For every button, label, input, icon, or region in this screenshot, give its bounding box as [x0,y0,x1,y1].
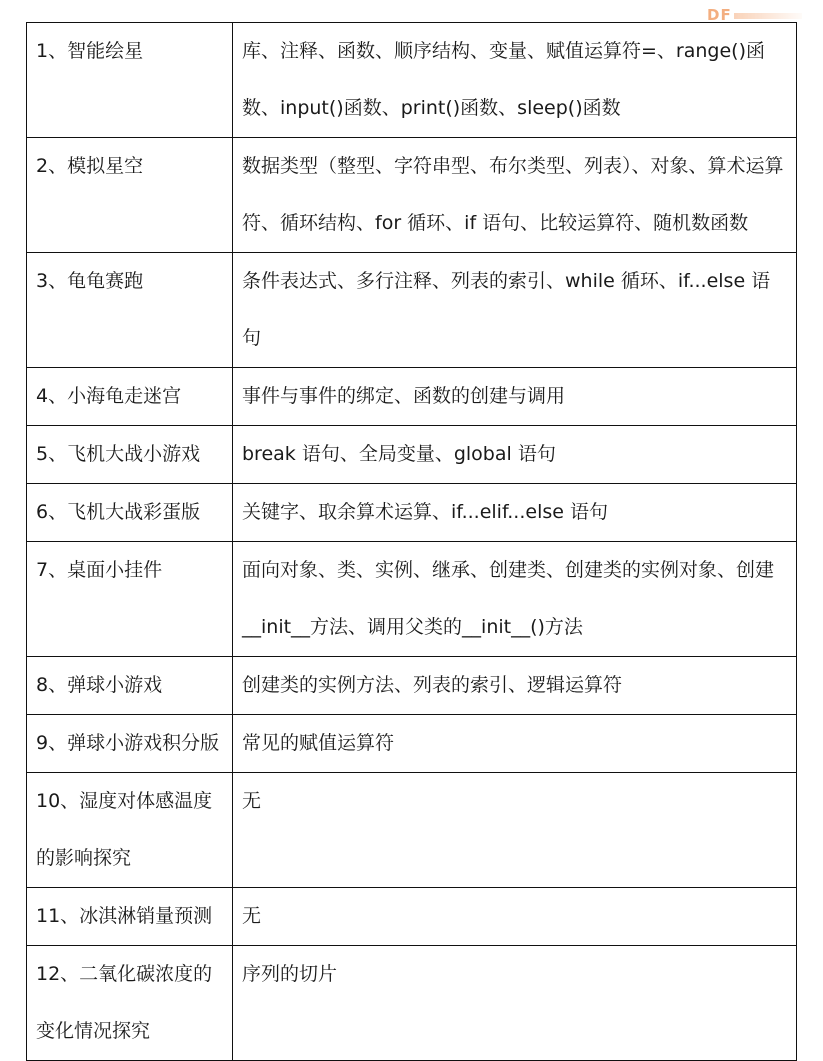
project-name: 12、二氧化碳浓度的变化情况探究 [36,963,213,1042]
project-cell [27,426,233,484]
project-name: 11、冰淇淋销量预测 [36,905,213,927]
watermark-text: DF [707,6,732,24]
project-cell [27,773,233,888]
table-row [27,715,797,773]
project-cell [27,715,233,773]
project-name: 8、弹球小游戏 [36,674,163,696]
table-row [27,426,797,484]
table-row [27,253,797,368]
knowledge-points: 库、注释、函数、顺序结构、变量、赋值运算符=、range()函数、input()函数、print()函数、sleep()函数 [242,40,765,119]
project-name: 4、小海龟走迷宫 [36,385,182,407]
project-knowledge-table [26,22,797,1061]
table-row [27,946,797,1061]
project-cell [27,138,233,253]
project-name: 1、智能绘星 [36,40,144,62]
knowledge-cell [233,888,797,946]
project-name: 10、湿度对体感温度的影响探究 [36,790,213,869]
knowledge-cell [233,368,797,426]
knowledge-points: 数据类型（整型、字符串型、布尔类型、列表）、对象、算术运算符、循环结构、for 循环、if 语句、比较运算符、随机数函数 [242,155,784,234]
knowledge-cell [233,253,797,368]
knowledge-cell [233,946,797,1061]
project-cell [27,253,233,368]
knowledge-points: 无 [242,905,262,927]
project-cell [27,484,233,542]
project-name: 7、桌面小挂件 [36,559,163,581]
knowledge-points: 条件表达式、多行注释、列表的索引、while 循环、if...else 语句 [242,270,771,349]
knowledge-cell [233,715,797,773]
knowledge-points: 无 [242,790,262,812]
project-cell [27,23,233,138]
knowledge-cell [233,426,797,484]
knowledge-points: break 语句、全局变量、global 语句 [242,443,556,465]
knowledge-cell [233,23,797,138]
table-row [27,888,797,946]
watermark-trail [734,13,802,19]
project-cell [27,946,233,1061]
table-row [27,368,797,426]
project-name: 2、模拟星空 [36,155,144,177]
project-cell [27,368,233,426]
project-name: 6、飞机大战彩蛋版 [36,501,201,523]
project-cell [27,888,233,946]
project-name: 9、弹球小游戏积分版 [36,732,220,754]
project-name: 3、龟龟赛跑 [36,270,144,292]
table-row [27,484,797,542]
table-row [27,657,797,715]
table-row [27,773,797,888]
knowledge-points: 事件与事件的绑定、函数的创建与调用 [242,385,566,407]
project-cell [27,542,233,657]
knowledge-points: 面向对象、类、实例、继承、创建类、创建类的实例对象、创建__init__方法、调用父类的__init__()方法 [242,559,775,638]
knowledge-points: 创建类的实例方法、列表的索引、逻辑运算符 [242,674,623,696]
knowledge-points: 常见的赋值运算符 [242,732,395,754]
knowledge-cell [233,773,797,888]
knowledge-cell [233,542,797,657]
knowledge-cell [233,138,797,253]
project-name: 5、飞机大战小游戏 [36,443,201,465]
table-row [27,542,797,657]
table-row [27,23,797,138]
knowledge-points: 关键字、取余算术运算、if...elif...else 语句 [242,501,608,523]
knowledge-cell [233,657,797,715]
project-cell [27,657,233,715]
knowledge-points: 序列的切片 [242,963,338,985]
knowledge-cell [233,484,797,542]
table-row [27,138,797,253]
